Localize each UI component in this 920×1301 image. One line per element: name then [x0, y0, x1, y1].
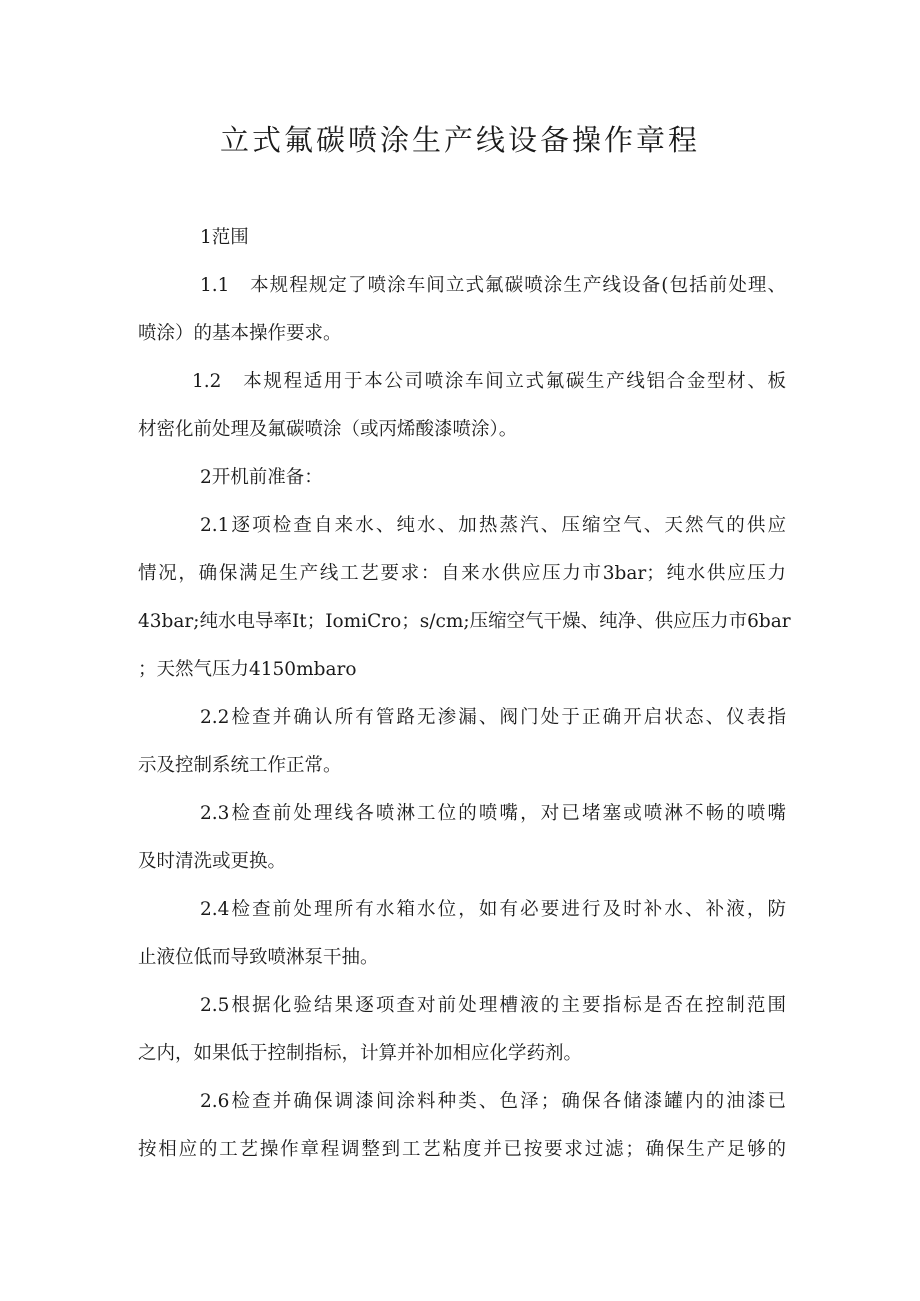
paragraph-1-1-line-2: 喷涂）的基本操作要求。 — [138, 323, 342, 344]
paragraph-2-5-line-2: 之内，如果低于控制指标，计算并补加相应化学药剂。 — [138, 1043, 583, 1064]
section-heading-scope: 1范围 — [200, 227, 249, 248]
section-heading-preparation: 2开机前准备： — [200, 467, 323, 488]
document-title: 立式氟碳喷涂生产线设备操作章程 — [219, 123, 700, 157]
paragraph-2-3-line-1: 2.3检查前处理线各喷淋工位的喷嘴，对已堵塞或喷淋不畅的喷嘴 — [200, 803, 786, 824]
paragraph-2-2-line-1: 2.2检查并确认所有管路无渗漏、阀门处于正确开启状态、仪表指 — [200, 707, 786, 728]
paragraph-1-1-line-1: 1.1 本规程规定了喷涂车间立式氟碳喷涂生产线设备(包括前处理、 — [200, 275, 786, 296]
paragraph-2-1-line-3: 43bar;纯水电导率It；IomiCro；s/cm;压缩空气干燥、纯净、供应压力市6bar — [138, 611, 791, 632]
paragraph-2-4-line-2: 止液位低而导致喷淋泵干抽。 — [138, 947, 379, 968]
paragraph-2-1-line-2: 情况，确保满足生产线工艺要求：自来水供应压力市3bar；纯水供应压力 — [138, 563, 786, 584]
paragraph-2-6-line-2: 按相应的工艺操作章程调整到工艺粘度并已按要求过滤；确保生产足够的 — [138, 1139, 786, 1160]
paragraph-2-5-line-1: 2.5根据化验结果逐项查对前处理槽液的主要指标是否在控制范围 — [200, 995, 786, 1016]
paragraph-2-1-line-1: 2.1逐项检查自来水、纯水、加热蒸汽、压缩空气、天然气的供应 — [200, 515, 786, 536]
paragraph-2-2-line-2: 示及控制系统工作正常。 — [138, 755, 342, 776]
paragraph-2-4-line-1: 2.4检查前处理所有水箱水位，如有必要进行及时补水、补液，防 — [200, 899, 786, 920]
document-body — [138, 214, 791, 1174]
paragraph-2-3-line-2: 及时清洗或更换。 — [138, 851, 287, 872]
paragraph-2-6-line-1: 2.6检查并确保调漆间涂料种类、色泽；确保各储漆罐内的油漆已 — [200, 1091, 786, 1112]
paragraph-1-2-line-2: 材密化前处理及氟碳喷涂（或丙烯酸漆喷涂）。 — [138, 419, 518, 440]
paragraph-2-1-line-4: ；天然气压力4150mbaro — [138, 659, 357, 680]
paragraph-1-2-line-1: 1.2 本规程适用于本公司喷涂车间立式氟碳生产线铝合金型材、板 — [192, 371, 786, 392]
